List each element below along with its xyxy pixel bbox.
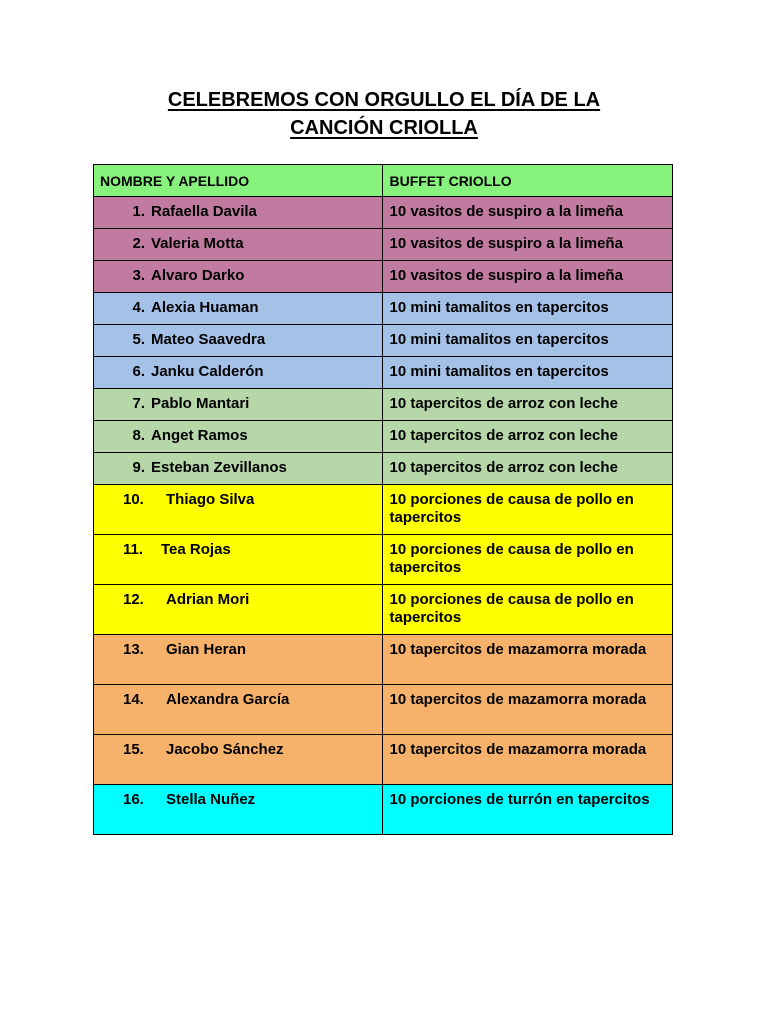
buffet-cell: 10 vasitos de suspiro a la limeña — [383, 261, 673, 293]
buffet-cell: 10 tapercitos de mazamorra morada — [383, 635, 673, 685]
buffet-cell: 10 vasitos de suspiro a la limeña — [383, 197, 673, 229]
buffet-cell: 10 tapercitos de mazamorra morada — [383, 685, 673, 735]
person-name: Thiago Silva — [166, 491, 255, 508]
person-name: Janku Calderón — [151, 363, 264, 380]
table-row — [94, 735, 673, 785]
row-number: 15. — [123, 741, 144, 758]
header-name: NOMBRE Y APELLIDO — [94, 165, 383, 197]
person-name: Adrian Mori — [166, 591, 250, 608]
row-number: 11. — [123, 541, 144, 558]
table-row — [94, 421, 673, 453]
row-number: 6. — [132, 363, 145, 380]
row-number: 14. — [123, 691, 144, 708]
row-number: 12. — [123, 591, 144, 608]
person-name: Stella Nuñez — [166, 791, 256, 808]
name-cell — [94, 485, 383, 535]
row-number: 8. — [132, 427, 145, 444]
table-row — [94, 229, 673, 261]
buffet-table — [93, 164, 673, 835]
name-cell — [94, 229, 383, 261]
row-number: 16. — [123, 791, 144, 808]
row-number: 2. — [132, 235, 145, 252]
row-number: 4. — [132, 299, 145, 316]
name-cell — [94, 293, 383, 325]
buffet-cell: 10 tapercitos de mazamorra morada — [383, 735, 673, 785]
table-row — [94, 785, 673, 835]
person-name: Gian Heran — [166, 641, 247, 658]
buffet-cell: 10 porciones de causa de pollo en tapercitos — [383, 585, 673, 635]
table-row — [94, 325, 673, 357]
person-name: Esteban Zevillanos — [151, 459, 287, 476]
row-number: 13. — [123, 641, 144, 658]
table-row — [94, 197, 673, 229]
row-number: 3. — [132, 267, 145, 284]
person-name: Mateo Saavedra — [151, 331, 266, 348]
person-name: Alvaro Darko — [151, 267, 245, 284]
title-line-1: CELEBREMOS CON ORGULLO EL DÍA DE LA — [167, 89, 601, 111]
person-name: Anget Ramos — [151, 427, 248, 444]
name-cell — [94, 389, 383, 421]
table-row — [94, 293, 673, 325]
name-cell — [94, 635, 383, 685]
name-cell — [94, 325, 383, 357]
person-name: Jacobo Sánchez — [166, 741, 284, 758]
name-cell — [94, 261, 383, 293]
table-row — [94, 635, 673, 685]
table-row — [94, 535, 673, 585]
name-cell — [94, 535, 383, 585]
page-title — [0, 86, 768, 142]
name-cell — [94, 357, 383, 389]
buffet-cell: 10 porciones de causa de pollo en tapercitos — [383, 485, 673, 535]
buffet-cell: 10 mini tamalitos en tapercitos — [383, 357, 673, 389]
table-row — [94, 585, 673, 635]
table-row — [94, 357, 673, 389]
row-number: 9. — [132, 459, 145, 476]
name-cell — [94, 421, 383, 453]
buffet-cell: 10 tapercitos de arroz con leche — [383, 421, 673, 453]
table-row — [94, 453, 673, 485]
table-row — [94, 685, 673, 735]
row-number: 1. — [132, 203, 145, 220]
row-number: 5. — [132, 331, 145, 348]
person-name: Tea Rojas — [161, 541, 231, 558]
person-name: Rafaella Davila — [151, 203, 257, 220]
table-row — [94, 261, 673, 293]
buffet-cell: 10 porciones de causa de pollo en tapercitos — [383, 535, 673, 585]
title-line-2: CANCIÓN CRIOLLA — [290, 117, 478, 139]
table-header-row — [94, 165, 673, 197]
person-name: Alexia Huaman — [151, 299, 259, 316]
table-row — [94, 485, 673, 535]
person-name: Alexandra García — [166, 691, 290, 708]
buffet-cell: 10 porciones de turrón en tapercitos — [383, 785, 673, 835]
name-cell — [94, 453, 383, 485]
name-cell — [94, 585, 383, 635]
name-cell — [94, 735, 383, 785]
buffet-cell: 10 mini tamalitos en tapercitos — [383, 325, 673, 357]
buffet-cell: 10 mini tamalitos en tapercitos — [383, 293, 673, 325]
buffet-cell: 10 vasitos de suspiro a la limeña — [383, 229, 673, 261]
header-buffet: BUFFET CRIOLLO — [383, 165, 673, 197]
name-cell — [94, 785, 383, 835]
name-cell — [94, 197, 383, 229]
person-name: Pablo Mantari — [151, 395, 250, 412]
row-number: 10. — [123, 491, 144, 508]
buffet-cell: 10 tapercitos de arroz con leche — [383, 453, 673, 485]
person-name: Valeria Motta — [151, 235, 244, 252]
buffet-cell: 10 tapercitos de arroz con leche — [383, 389, 673, 421]
table-row — [94, 389, 673, 421]
name-cell — [94, 685, 383, 735]
row-number: 7. — [132, 395, 145, 412]
